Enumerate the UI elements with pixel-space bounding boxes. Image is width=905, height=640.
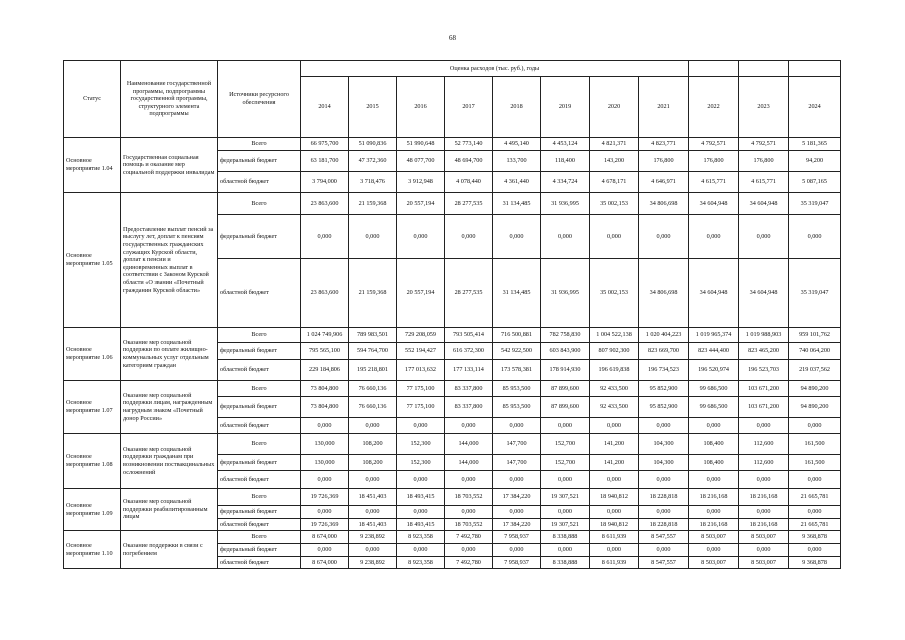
amount-cell: 18 228,818 [639, 519, 689, 531]
amount-cell: 0,000 [689, 471, 739, 489]
amount-cell: 18 703,552 [445, 489, 493, 506]
status-cell: Основное мероприятие 1.04 [64, 138, 121, 193]
amount-cell: 51 090,836 [349, 138, 397, 151]
amount-cell: 196 734,523 [639, 360, 689, 381]
table-row [64, 138, 841, 151]
amount-cell: 5 181,365 [789, 138, 841, 151]
amount-cell: 594 764,700 [349, 343, 397, 360]
amount-cell: 0,000 [541, 506, 590, 519]
amount-cell: 4 792,571 [689, 138, 739, 151]
funding-source-cell: федеральный бюджет [218, 151, 301, 172]
funding-source-cell: Всего [218, 138, 301, 151]
amount-cell: 51 990,648 [397, 138, 445, 151]
amount-cell: 176,800 [689, 151, 739, 172]
amount-cell: 0,000 [445, 471, 493, 489]
amount-cell: 0,000 [789, 506, 841, 519]
amount-cell: 87 899,600 [541, 381, 590, 397]
amount-cell: 3 912,948 [397, 172, 445, 193]
amount-cell: 0,000 [639, 506, 689, 519]
amount-cell: 0,000 [445, 506, 493, 519]
amount-cell: 0,000 [590, 471, 639, 489]
amount-cell: 552 194,427 [397, 343, 445, 360]
amount-cell: 21 665,781 [789, 489, 841, 506]
funding-source-cell: областной бюджет [218, 471, 301, 489]
amount-cell: 603 843,900 [541, 343, 590, 360]
amount-cell: 0,000 [689, 418, 739, 434]
amount-cell: 0,000 [639, 471, 689, 489]
amount-cell: 4 615,771 [739, 172, 789, 193]
amount-cell: 8 923,358 [397, 557, 445, 569]
amount-cell: 7 492,780 [445, 531, 493, 544]
amount-cell: 0,000 [541, 471, 590, 489]
amount-cell: 18 493,415 [397, 519, 445, 531]
amount-cell: 20 557,194 [397, 193, 445, 215]
amount-cell: 147,700 [493, 455, 541, 471]
amount-cell: 83 337,800 [445, 381, 493, 397]
amount-cell: 8 338,888 [541, 531, 590, 544]
amount-cell: 21 665,781 [789, 519, 841, 531]
amount-cell: 8 611,939 [590, 531, 639, 544]
amount-cell: 176,800 [639, 151, 689, 172]
amount-cell: 0,000 [639, 418, 689, 434]
budget-table [63, 60, 841, 569]
amount-cell: 144,000 [445, 455, 493, 471]
amount-cell: 542 922,500 [493, 343, 541, 360]
amount-cell: 1 019 988,903 [739, 328, 789, 343]
amount-cell: 18 216,168 [739, 519, 789, 531]
amount-cell: 18 940,812 [590, 519, 639, 531]
funding-source-cell: федеральный бюджет [218, 455, 301, 471]
amount-cell: 76 660,136 [349, 381, 397, 397]
amount-cell: 18 216,168 [739, 489, 789, 506]
amount-cell: 31 936,995 [541, 259, 590, 328]
amount-cell: 616 372,300 [445, 343, 493, 360]
amount-cell: 18 216,168 [689, 489, 739, 506]
amount-cell: 0,000 [689, 215, 739, 259]
amount-cell: 823 669,700 [639, 343, 689, 360]
amount-cell: 793 505,414 [445, 328, 493, 343]
funding-source-cell: Всего [218, 381, 301, 397]
amount-cell: 35 002,153 [590, 259, 639, 328]
amount-cell: 19 307,521 [541, 519, 590, 531]
funding-source-cell: федеральный бюджет [218, 343, 301, 360]
amount-cell: 177 133,114 [445, 360, 493, 381]
amount-cell: 7 492,780 [445, 557, 493, 569]
amount-cell: 716 500,881 [493, 328, 541, 343]
amount-cell: 35 319,047 [789, 259, 841, 328]
amount-cell: 112,600 [739, 434, 789, 455]
amount-cell: 0,000 [301, 215, 349, 259]
amount-cell: 141,200 [590, 455, 639, 471]
funding-source-cell: Всего [218, 193, 301, 215]
year-header: 2021 [639, 77, 689, 138]
amount-cell: 8 503,007 [739, 531, 789, 544]
status-cell: Основное мероприятие 1.05 [64, 193, 121, 328]
amount-cell: 9 368,878 [789, 557, 841, 569]
amount-cell: 173 578,381 [493, 360, 541, 381]
amount-cell: 4 078,440 [445, 172, 493, 193]
amount-cell: 99 686,500 [689, 397, 739, 418]
amount-cell: 35 319,047 [789, 193, 841, 215]
amount-cell: 196 619,838 [590, 360, 639, 381]
year-header: 2019 [541, 77, 590, 138]
amount-cell: 130,000 [301, 455, 349, 471]
amount-cell: 0,000 [493, 471, 541, 489]
measure-name-cell: Оказание мер социальной поддержки лицам, награжденным нагрудным знаком «Почетный донор России» [121, 381, 218, 434]
year-header: 2023 [739, 77, 789, 138]
amount-cell: 19 726,369 [301, 489, 349, 506]
measure-name-cell: Оказание мер социальной поддержки реабилитированным лицам [121, 489, 218, 531]
measure-name-cell: Оказание мер социальной поддержки по оплате жилищно-коммунальных услуг отдельным категориям граждан [121, 328, 218, 381]
measure-name-cell: Оказание поддержки в связи с погребением [121, 531, 218, 569]
table-row [64, 531, 841, 544]
amount-cell: 18 216,168 [689, 519, 739, 531]
amount-cell: 8 923,358 [397, 531, 445, 544]
header-blank-cell [739, 61, 789, 77]
amount-cell: 959 101,762 [789, 328, 841, 343]
amount-cell: 21 159,368 [349, 193, 397, 215]
amount-cell: 0,000 [590, 418, 639, 434]
amount-cell: 740 064,200 [789, 343, 841, 360]
amount-cell: 99 686,500 [689, 381, 739, 397]
amount-cell: 0,000 [541, 418, 590, 434]
amount-cell: 9 238,892 [349, 557, 397, 569]
amount-cell: 0,000 [349, 471, 397, 489]
amount-cell: 176,800 [739, 151, 789, 172]
amount-cell: 18 451,403 [349, 489, 397, 506]
amount-cell: 4 823,771 [639, 138, 689, 151]
amount-cell: 0,000 [445, 544, 493, 557]
amount-cell: 35 002,153 [590, 193, 639, 215]
funding-source-cell: федеральный бюджет [218, 544, 301, 557]
amount-cell: 18 940,812 [590, 489, 639, 506]
amount-cell: 0,000 [397, 544, 445, 557]
amount-cell: 0,000 [789, 418, 841, 434]
amount-cell: 83 337,800 [445, 397, 493, 418]
amount-cell: 152,300 [397, 455, 445, 471]
amount-cell: 34 806,698 [639, 193, 689, 215]
amount-cell: 0,000 [590, 506, 639, 519]
amount-cell: 18 228,818 [639, 489, 689, 506]
amount-cell: 1 020 404,223 [639, 328, 689, 343]
amount-cell: 729 208,059 [397, 328, 445, 343]
amount-cell: 0,000 [493, 506, 541, 519]
funding-source-cell: федеральный бюджет [218, 215, 301, 259]
amount-cell: 34 604,948 [739, 259, 789, 328]
amount-cell: 4 678,171 [590, 172, 639, 193]
amount-cell: 7 958,937 [493, 531, 541, 544]
amount-cell: 0,000 [739, 215, 789, 259]
amount-cell: 0,000 [397, 215, 445, 259]
amount-cell: 17 384,220 [493, 519, 541, 531]
amount-cell: 8 503,007 [689, 557, 739, 569]
funding-source-cell: областной бюджет [218, 259, 301, 328]
amount-cell: 73 804,800 [301, 397, 349, 418]
amount-cell: 34 806,698 [639, 259, 689, 328]
amount-cell: 104,300 [639, 455, 689, 471]
amount-cell: 0,000 [739, 471, 789, 489]
amount-cell: 108,200 [349, 434, 397, 455]
measure-name-cell: Государственная социальная помощь и оказание мер социальной поддержки инвалидам [121, 138, 218, 193]
amount-cell: 77 175,100 [397, 397, 445, 418]
amount-cell: 0,000 [397, 471, 445, 489]
funding-source-cell: областной бюджет [218, 418, 301, 434]
amount-cell: 103 671,200 [739, 381, 789, 397]
amount-cell: 95 852,900 [639, 397, 689, 418]
amount-cell: 133,700 [493, 151, 541, 172]
amount-cell: 1 024 749,906 [301, 328, 349, 343]
amount-cell: 18 703,552 [445, 519, 493, 531]
table-row [64, 434, 841, 455]
year-header: 2024 [789, 77, 841, 138]
funding-source-cell: областной бюджет [218, 360, 301, 381]
year-header: 2014 [301, 77, 349, 138]
amount-cell: 52 773,140 [445, 138, 493, 151]
amount-cell: 0,000 [445, 215, 493, 259]
amount-cell: 0,000 [639, 215, 689, 259]
amount-cell: 3 718,476 [349, 172, 397, 193]
amount-cell: 34 604,948 [739, 193, 789, 215]
amount-cell: 9 368,878 [789, 531, 841, 544]
amount-cell: 73 804,800 [301, 381, 349, 397]
table-row [64, 489, 841, 506]
amount-cell: 4 821,371 [590, 138, 639, 151]
amount-cell: 0,000 [493, 215, 541, 259]
table-row [64, 328, 841, 343]
amount-cell: 152,700 [541, 434, 590, 455]
amount-cell: 92 433,500 [590, 381, 639, 397]
amount-cell: 0,000 [590, 215, 639, 259]
amount-cell: 195 218,801 [349, 360, 397, 381]
amount-cell: 0,000 [541, 544, 590, 557]
amount-cell: 0,000 [789, 215, 841, 259]
amount-cell: 31 936,995 [541, 193, 590, 215]
amount-cell: 0,000 [349, 506, 397, 519]
funding-source-cell: областной бюджет [218, 172, 301, 193]
amount-cell: 112,600 [739, 455, 789, 471]
amount-cell: 823 444,400 [689, 343, 739, 360]
amount-cell: 47 372,360 [349, 151, 397, 172]
funding-source-cell: федеральный бюджет [218, 506, 301, 519]
year-header: 2016 [397, 77, 445, 138]
amount-cell: 94 890,200 [789, 397, 841, 418]
amount-cell: 94,200 [789, 151, 841, 172]
amount-cell: 8 547,557 [639, 531, 689, 544]
amount-cell: 152,700 [541, 455, 590, 471]
amount-cell: 0,000 [739, 418, 789, 434]
amount-cell: 144,000 [445, 434, 493, 455]
amount-cell: 92 433,500 [590, 397, 639, 418]
amount-cell: 18 451,403 [349, 519, 397, 531]
amount-cell: 147,700 [493, 434, 541, 455]
amount-cell: 21 159,368 [349, 259, 397, 328]
amount-cell: 0,000 [739, 544, 789, 557]
amount-cell: 130,000 [301, 434, 349, 455]
amount-cell: 108,400 [689, 455, 739, 471]
funding-source-cell: областной бюджет [218, 557, 301, 569]
amount-cell: 0,000 [689, 544, 739, 557]
status-cell: Основное мероприятие 1.09 [64, 489, 121, 531]
amount-cell: 48 694,700 [445, 151, 493, 172]
amount-cell: 95 852,900 [639, 381, 689, 397]
amount-cell: 31 134,485 [493, 259, 541, 328]
amount-cell: 0,000 [397, 418, 445, 434]
amount-cell: 0,000 [493, 418, 541, 434]
amount-cell: 118,400 [541, 151, 590, 172]
funding-source-cell: областной бюджет [218, 519, 301, 531]
amount-cell: 0,000 [789, 471, 841, 489]
amount-cell: 87 899,600 [541, 397, 590, 418]
amount-cell: 108,400 [689, 434, 739, 455]
year-header: 2022 [689, 77, 739, 138]
amount-cell: 789 983,501 [349, 328, 397, 343]
amount-cell: 0,000 [541, 215, 590, 259]
amount-cell: 66 975,700 [301, 138, 349, 151]
header-blank-cell [789, 61, 841, 77]
budget-table-body [64, 138, 841, 569]
amount-cell: 48 077,700 [397, 151, 445, 172]
amount-cell: 1 019 965,374 [689, 328, 739, 343]
amount-cell: 196 520,974 [689, 360, 739, 381]
amount-cell: 7 958,937 [493, 557, 541, 569]
amount-cell: 0,000 [301, 418, 349, 434]
amount-cell: 177 013,632 [397, 360, 445, 381]
amount-cell: 0,000 [445, 418, 493, 434]
amount-cell: 17 384,220 [493, 489, 541, 506]
amount-cell: 0,000 [349, 418, 397, 434]
amount-cell: 108,200 [349, 455, 397, 471]
amount-cell: 23 863,600 [301, 259, 349, 328]
source-header: Источники ресурсного обеспечения [218, 61, 301, 138]
status-header: Статус [64, 61, 121, 138]
amount-cell: 85 953,500 [493, 381, 541, 397]
amount-cell: 4 361,440 [493, 172, 541, 193]
year-header: 2018 [493, 77, 541, 138]
year-header: 2015 [349, 77, 397, 138]
amount-cell: 141,200 [590, 434, 639, 455]
amount-cell: 5 087,165 [789, 172, 841, 193]
amount-cell: 77 175,100 [397, 381, 445, 397]
name-header: Наименование государственной программы, подпрограммы государственной программы, структурного элемента подпрограммы [121, 61, 218, 138]
status-cell: Основное мероприятие 1.08 [64, 434, 121, 489]
amount-cell: 3 794,000 [301, 172, 349, 193]
amount-cell: 94 890,200 [789, 381, 841, 397]
amount-cell: 103 671,200 [739, 397, 789, 418]
amount-cell: 8 547,557 [639, 557, 689, 569]
measure-name-cell: Предоставление выплат пенсий за выслугу лет, доплат к пенсиям государственных гражданских служащих Курской области, доплат к пенсии и единовременных выплат в соответствии с Законом Курской области «О звании «Почетный гражданин Курской области» [121, 193, 218, 328]
amount-cell: 8 338,888 [541, 557, 590, 569]
amount-cell: 196 523,703 [739, 360, 789, 381]
year-header: 2020 [590, 77, 639, 138]
amount-cell: 8 503,007 [739, 557, 789, 569]
year-header: 2017 [445, 77, 493, 138]
funding-source-cell: Всего [218, 328, 301, 343]
amount-cell: 20 557,194 [397, 259, 445, 328]
amount-cell: 23 863,600 [301, 193, 349, 215]
amount-cell: 4 495,140 [493, 138, 541, 151]
funding-source-cell: Всего [218, 531, 301, 544]
amount-cell: 807 902,300 [590, 343, 639, 360]
amount-cell: 1 004 522,138 [590, 328, 639, 343]
status-cell: Основное мероприятие 1.07 [64, 381, 121, 434]
amount-cell: 782 758,830 [541, 328, 590, 343]
funding-source-cell: Всего [218, 489, 301, 506]
amount-cell: 0,000 [789, 544, 841, 557]
amount-cell: 18 493,415 [397, 489, 445, 506]
amount-cell: 143,200 [590, 151, 639, 172]
amount-cell: 34 604,948 [689, 193, 739, 215]
amount-cell: 0,000 [301, 506, 349, 519]
amount-cell: 0,000 [349, 544, 397, 557]
amount-cell: 0,000 [301, 544, 349, 557]
funding-source-cell: федеральный бюджет [218, 397, 301, 418]
amount-cell: 178 914,930 [541, 360, 590, 381]
amount-cell: 4 334,724 [541, 172, 590, 193]
amount-cell: 823 465,200 [739, 343, 789, 360]
amount-cell: 161,500 [789, 434, 841, 455]
amount-cell: 8 674,000 [301, 557, 349, 569]
amount-cell: 0,000 [739, 506, 789, 519]
amount-cell: 0,000 [639, 544, 689, 557]
amount-cell: 34 604,948 [689, 259, 739, 328]
amount-cell: 8 611,939 [590, 557, 639, 569]
measure-name-cell: Оказание мер социальной поддержки гражданам при возникновении поствакцинальных осложнений [121, 434, 218, 489]
amount-cell: 0,000 [397, 506, 445, 519]
estimate-header: Оценка расходов (тыс. руб.), годы [301, 61, 689, 77]
amount-cell: 63 181,700 [301, 151, 349, 172]
amount-cell: 19 726,369 [301, 519, 349, 531]
status-cell: Основное мероприятие 1.10 [64, 531, 121, 569]
amount-cell: 0,000 [689, 506, 739, 519]
amount-cell: 0,000 [590, 544, 639, 557]
amount-cell: 19 307,521 [541, 489, 590, 506]
amount-cell: 795 565,100 [301, 343, 349, 360]
amount-cell: 4 792,571 [739, 138, 789, 151]
amount-cell: 76 660,136 [349, 397, 397, 418]
table-row [64, 381, 841, 397]
amount-cell: 219 037,562 [789, 360, 841, 381]
amount-cell: 31 134,485 [493, 193, 541, 215]
amount-cell: 28 277,535 [445, 193, 493, 215]
amount-cell: 9 238,892 [349, 531, 397, 544]
amount-cell: 4 453,124 [541, 138, 590, 151]
page-number: 68 [449, 34, 456, 42]
funding-source-cell: Всего [218, 434, 301, 455]
table-row [64, 193, 841, 215]
amount-cell: 8 503,007 [689, 531, 739, 544]
amount-cell: 0,000 [493, 544, 541, 557]
amount-cell: 104,300 [639, 434, 689, 455]
amount-cell: 0,000 [301, 471, 349, 489]
amount-cell: 8 674,000 [301, 531, 349, 544]
amount-cell: 85 953,500 [493, 397, 541, 418]
amount-cell: 161,500 [789, 455, 841, 471]
status-cell: Основное мероприятие 1.06 [64, 328, 121, 381]
amount-cell: 229 184,806 [301, 360, 349, 381]
amount-cell: 152,300 [397, 434, 445, 455]
amount-cell: 4 615,771 [689, 172, 739, 193]
amount-cell: 0,000 [349, 215, 397, 259]
amount-cell: 28 277,535 [445, 259, 493, 328]
header-blank-cell [689, 61, 739, 77]
header-row-top [64, 61, 841, 77]
amount-cell: 4 646,971 [639, 172, 689, 193]
